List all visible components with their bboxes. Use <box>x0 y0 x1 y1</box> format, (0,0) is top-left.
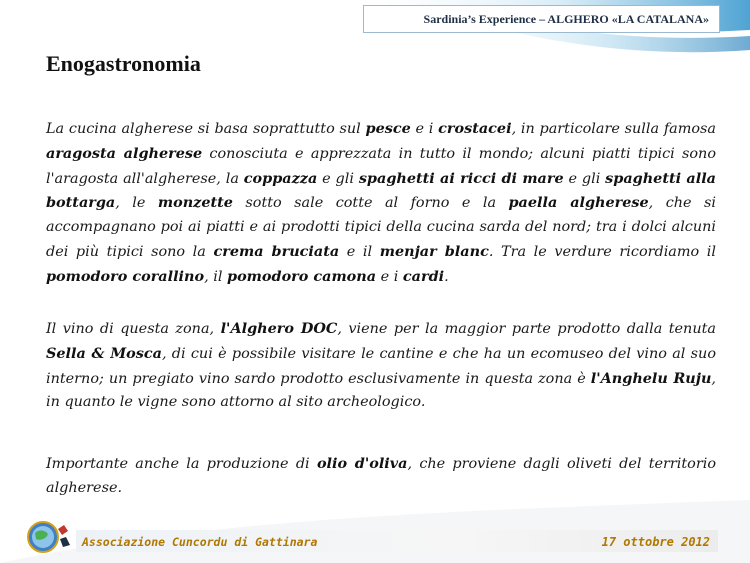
text-segment: e gli <box>317 170 359 187</box>
text-segment: Importante anche la produzione di <box>46 456 317 472</box>
text-segment: , viene per la maggior parte prodotto dalla tenuta <box>337 321 716 337</box>
text-segment: , che proviene dagli oliveti del territorio algherese. <box>46 456 716 496</box>
highlighted-term: l'Anghelu Ruju <box>590 369 712 387</box>
text-segment: , in particolare sulla famosa <box>511 121 716 137</box>
highlighted-term: cardi <box>402 267 445 285</box>
highlighted-term: pomodoro camona <box>227 267 377 285</box>
association-logo-icon <box>26 517 74 557</box>
paragraph-wine <box>46 317 716 415</box>
paragraph-cuisine <box>46 117 716 290</box>
text-segment: . Tra le verdure ricordiamo il <box>488 243 716 260</box>
text-segment: , che si accompagnano poi ai piatti e ai prodotti tipici della cucina sarda del nord; tra i dolci alcuni dei più tipici sono la <box>46 195 717 260</box>
footer-date: 17 ottobre 2012 <box>601 535 710 549</box>
text-segment: conosciuta e apprezzata in tutto il mondo; alcuni piatti tipici sono l'aragosta all'algherese, la <box>46 145 716 187</box>
text-segment: e il <box>339 243 380 260</box>
highlighted-term: paella algherese <box>508 194 649 212</box>
highlighted-term: olio d'oliva <box>316 455 408 472</box>
paragraph-olive-oil <box>46 452 716 501</box>
text-segment: Il vino di questa zona, <box>46 321 221 337</box>
highlighted-term: Sella & Mosca <box>46 344 162 362</box>
highlighted-term: aragosta algherese <box>46 144 203 162</box>
highlighted-term: coppazza <box>243 169 318 187</box>
text-segment: , il <box>204 268 228 285</box>
highlighted-term: pomodoro corallino <box>46 267 205 285</box>
text-segment: La cucina algherese si basa soprattutto sul <box>46 121 366 137</box>
highlighted-term: menjar blanc <box>379 242 489 260</box>
text-segment: , di cui è possibile visitare le cantine e che ha un ecomuseo del vino al suo interno; un pregiato vino sardo prodotto esclusivamente in questa zona è <box>46 345 716 387</box>
header-title-box <box>363 5 720 33</box>
text-segment: sotto sale cotte al forno e la <box>232 195 509 212</box>
header-title: Sardinia’s Experience – ALGHERO «LA CATALANA» <box>423 11 709 26</box>
highlighted-term: spaghetti ai ricci di mare <box>358 169 564 187</box>
text-segment: . <box>444 268 449 285</box>
highlighted-term: pesce <box>365 120 411 137</box>
text-segment: e gli <box>563 170 606 187</box>
highlighted-term: monzette <box>157 194 233 212</box>
page-title: Enogastronomia <box>46 51 201 76</box>
text-segment: , le <box>115 195 158 212</box>
highlighted-term: crostacei <box>438 120 512 137</box>
highlighted-term: l'Alghero DOC <box>220 320 338 337</box>
highlighted-term: spaghetti alla bottarga <box>46 169 716 212</box>
text-segment: , in quanto le vigne sono attorno al sito archeologico. <box>46 370 716 411</box>
footer-organization: Associazione Cuncordu di Gattinara <box>82 535 318 549</box>
text-segment: e i <box>376 268 403 285</box>
highlighted-term: crema bruciata <box>213 242 340 260</box>
text-segment: e i <box>410 121 439 137</box>
